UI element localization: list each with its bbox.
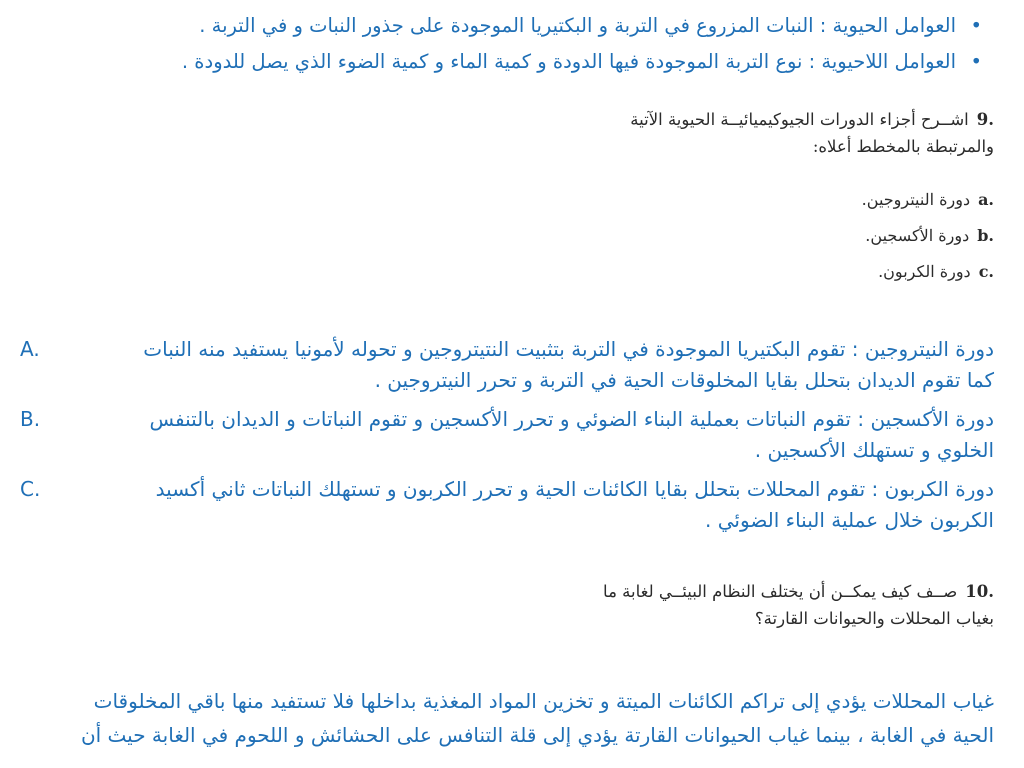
answer-letter: C. [20,477,41,501]
biotic-factors-list [26,8,986,80]
question-9-items [862,182,994,290]
answer-line: دورة الأكسجين : تقوم النباتات بعملية البناء الضوئي و تحرر الأكسجين و تقوم النباتات و الديدان بالتنفس [149,407,994,431]
answer-a [14,334,994,396]
bullet-icon: • [970,14,982,37]
answer-line: كما تقوم الديدان بتحلل بقايا المخلوقات الحية في التربة و تحرر النيتروجين . [374,368,994,392]
answer-letter: A. [20,337,40,361]
question-10 [394,578,994,632]
question-9-item-c [862,254,994,290]
abiotic-factors-text: العوامل اللاحيوية : نوع التربة الموجودة فيها الدودة و كمية الماء و كمية الضوء الذي يصل للدودة . [181,50,956,73]
question-9 [394,106,994,160]
question-10-line-1 [394,578,994,605]
answer-text [66,334,994,396]
question-9-number: 9. [976,110,994,129]
question-9-answers [14,334,994,544]
item-letter: c. [978,262,994,281]
item-letter: a. [978,190,994,209]
answer-line: الخلوي و تستهلك الأكسجين . [754,438,994,462]
answer-letter: B. [20,407,41,431]
answer-line: الكربون خلال عملية البناء الضوئي . [705,508,994,532]
question-9-item-a [862,182,994,218]
answer-line: الحية في الغابة ، بينما غياب الحيوانات القارتة يؤدي إلى قلة التنافس على الحشائش و اللحوم في الغابة حيث أن [80,723,994,747]
question-9-line-1 [394,106,994,133]
question-10-text-line-2: بغياب المحللات والحيوانات القارتة؟ [754,609,994,628]
question-9-item-b [862,218,994,254]
answer-line: دورة الكربون : تقوم المحللات بتحلل بقايا الكائنات الحية و تحرر الكربون و تستهلك النباتات ثاني أكسيد [155,477,994,501]
question-10-number: 10. [965,582,994,601]
answer-b [14,404,994,466]
biotic-factors-text: العوامل الحيوية : النبات المزروع في التربة و البكتيريا الموجودة على جذور النبات و في التربة . [199,14,956,37]
item-text: دورة الأكسجين. [865,226,970,245]
list-item-abiotic [26,44,986,80]
question-10-text-line-1: صــف كيف يمكــن أن يختلف النظام البيئــي لغابة ما [603,582,958,601]
item-letter: b. [977,226,994,245]
answer-c [14,474,994,536]
item-text: دورة النيتروجين. [861,190,971,209]
bullet-icon: • [970,50,982,73]
question-10-answer [14,684,994,752]
answer-line: غياب المحللات يؤدي إلى تراكم الكائنات الميتة و تخزين المواد المغذية بداخلها فلا تستفيد منها باقي المخلوقات [93,689,994,713]
answer-text [66,474,994,536]
list-item-biotic [26,8,986,44]
question-9-text-line-2: والمرتبطة بالمخطط أعلاه: [812,137,994,156]
question-9-text-line-1: اشــرح أجزاء الدورات الجيوكيميائيــة الحيوية الآتية [630,110,969,129]
answer-text [66,404,994,466]
item-text: دورة الكربون. [878,262,971,281]
answer-line: دورة النيتروجين : تقوم البكتيريا الموجودة في التربة بتثبيت النتيتروجين و تحوله لأمونيا يستفيد منه النبات [143,337,994,361]
